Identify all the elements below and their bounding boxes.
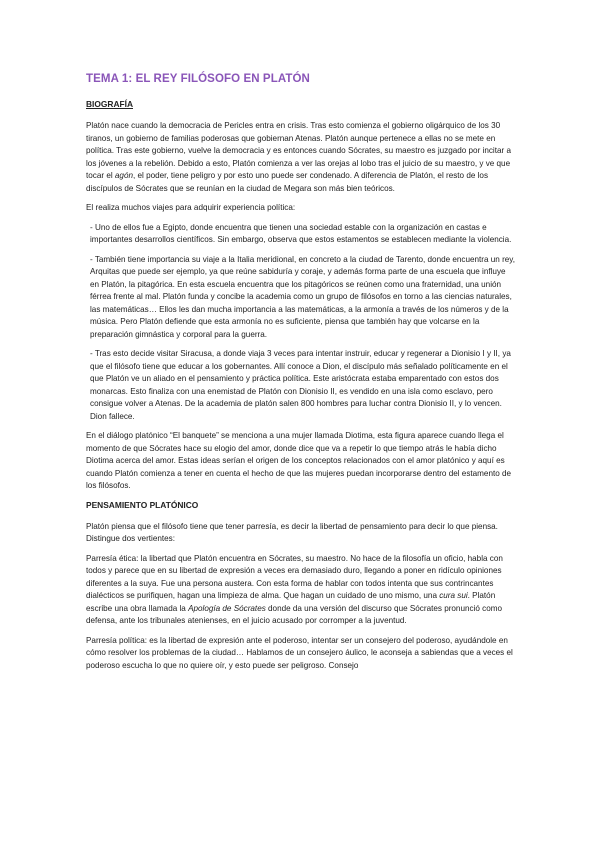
paragraph-text: Parresía ética: la libertad que Platón encuentra en Sócrates, su maestro. No hace de la filosofía un oficio, habla con todos y parece que en su libertad de expresión a veces era demasiado duro, llegando a poner en ridículo opiniones diferentes a la suya. Fue una persona austera. Con esta forma de hablar con todos intenta que sus contrincantes dialécticos se purifiquen, hagan una limpieza de alma. Que hagan un cuidado de uno mismo, una [86, 553, 503, 600]
paragraph-parresia-etica [86, 553, 516, 628]
paragraph-biografia-intro [86, 120, 516, 195]
paragraph-parresia-politica: Parresía política: es la libertad de expresión ante el poderoso, intentar ser un consejero del poderoso, ayudándole en cómo resolver los problemas de la ciudad… Hablamos de un consejero áulico, le aconseja a sabiendas que a veces el poderoso escucha lo que no quiere oír, y esto puede ser peligroso. Consejo [86, 635, 513, 670]
document-title: TEMA 1: EL REY FILÓSOFO EN PLATÓN [86, 73, 310, 85]
paragraph-viaje-italia: - También tiene importancia su viaje a la Italia meridional, en concreto a la ciudad de Tarento, donde encuentra un rey, Arquitas que puede ser ejemplo, ya que reúne sabiduría y coraje, y además forma parte de una escuela que influye en Platón, la pitagórica. En esta escuela encuentra que los pitagóricos se reúnen como una fraternidad, una unión férrea frente al mal. Platón funda y concibe la academia como un grupo de filósofos en torno a las ciencias naturales, las matemáticas… Ellos les dan mucha importancia a las matemáticas, a la armonía a través de los números y de la música. Pero Platón defiende que esta armonía no es suficiente, piensa que también hay que volcarse en la preparación gimnástica y corporal para la guerra. [90, 254, 516, 339]
paragraph-text: , el poder, tiene peligro y por esto uno puede ser condenado. A diferencia de Platón, el resto de los discípulos de Sócrates que se reunían en la ciudad de Megara son más bien teóricos. [86, 171, 489, 193]
italic-term: cura sui [439, 591, 468, 600]
paragraph-viajes-intro: El realiza muchos viajes para adquirir experiencia política: [86, 203, 296, 212]
section-heading-pensamiento: PENSAMIENTO PLATÓNICO [86, 499, 199, 510]
section-heading-biografia: BIOGRAFÍA [86, 99, 133, 109]
paragraph-text: . Platón escribe una obra llamada la [86, 591, 496, 613]
paragraph-banquete: En el diálogo platónico “El banquete” se menciona a una mujer llamada Diotima, esta figura aparece cuando llega el momento de que Sócrates hace su elogio del amor, donde dice que va a repetir lo que tiempo atrás le había dicho Diotima acerca del amor. Estas ideas serían el origen de los conceptos relacionados con el amor platónico y aquí es cuando Platón comienza a tener en cuenta el hecho de que las mujeres puedan incorporarse dentro del estamento de los filósofos. [86, 431, 512, 490]
paragraph-text: Platón nace cuando la democracia de Pericles entra en crisis. Tras esto comienza el gobierno oligárquico de los 30 tiranos, un gobierno de familias poderosas que gobiernan Atenas. Platón aunque pertenece a ellas no se mete en política. Tras este gobierno, vuelve la democracia y es entonces cuando Sócrates, su maestro es juzgado por incitar a los jóvenes a la rebelión. Debido a esto, Platón comienza a ver las orejas al lobo tras el juicio de su maestro, y ve que tocar el [86, 121, 511, 180]
document-body [86, 72, 516, 679]
paragraph-viaje-egipto: - Uno de ellos fue a Egipto, donde encuentra que tienen una sociedad estable con la organización en castas e importantes desarrollos científicos. Sin embargo, observa que estos estamentos se establecen mediante la violencia. [90, 222, 512, 244]
italic-title: Apología de Sócrates [188, 603, 266, 613]
paragraph-text: donde da una versión del discurso que Sócrates pronunció como defensa, ante los tribunales atenienses, en el juicio acusado por corromper a la juventud. [86, 603, 503, 625]
italic-term: agón [114, 171, 133, 180]
paragraph-viaje-siracusa: - Tras esto decide visitar Siracusa, a donde viaja 3 veces para intentar instruir, educar y regenerar a Dionisio I y II, ya que el filósofo tiene que educar a los gobernantes. Allí conoce a Dion, el discípulo más señalado políticamente en el que Platón ve un aliado en el pensamiento y práctica política. Este aristócrata estaba emparentado con estos dos monarcas. Esto finaliza con una enemistad de Platón con Dionisio II, es vendido en una isla como esclavo, pero consigue volver a Atenas. De la academia de platón salen 800 hombres para luchar contra Dionisio II, y lo vencen. Dion fallece. [90, 349, 511, 421]
paragraph-parresia-intro: Platón piensa que el filósofo tiene que tener parresía, es decir la libertad de pensamiento para decir lo que piensa. Distingue dos vertientes: [86, 521, 498, 543]
